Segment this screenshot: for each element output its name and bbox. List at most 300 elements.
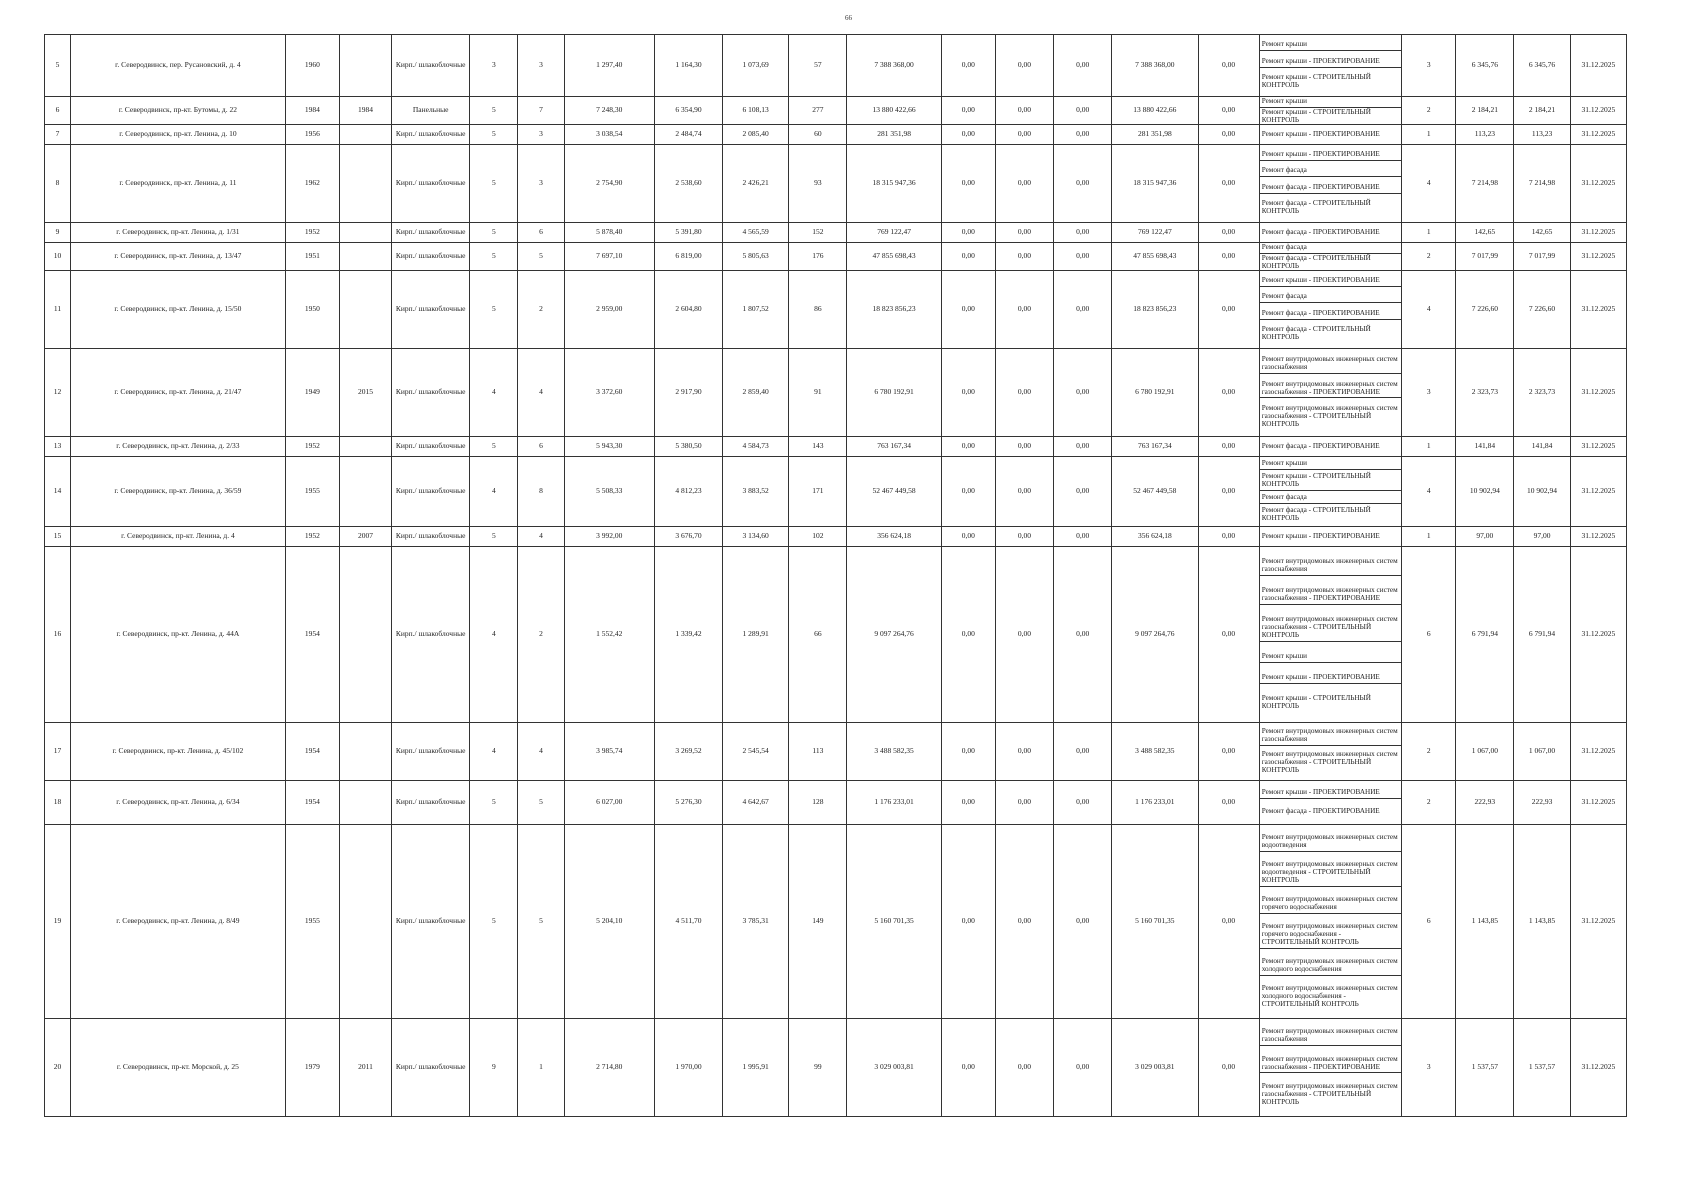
cell-unit-cost-limit: 97,00: [1514, 527, 1570, 547]
cell-area-total: 1 552,42: [564, 547, 654, 723]
cell-fund-federal: 0,00: [941, 145, 995, 223]
cell-fund-other: 0,00: [1198, 781, 1259, 825]
cell-residents: 60: [789, 125, 847, 145]
table-row: [45, 457, 1627, 527]
cell-area-living: 3 676,70: [654, 527, 722, 547]
cell-entrances: 4: [518, 723, 564, 781]
cell-row-number: 5: [45, 35, 71, 97]
table-row: [45, 437, 1627, 457]
cell-address: г. Северодвинск, пер. Русановский, д. 4: [71, 35, 286, 97]
cell-year-built: 1954: [285, 781, 339, 825]
cell-fund-local: 0,00: [1054, 271, 1112, 349]
cell-work-count: 3: [1402, 1019, 1456, 1117]
cell-deadline: 31.12.2025: [1570, 35, 1626, 97]
cell-area-total: 7 248,30: [564, 97, 654, 125]
cell-fund-other: 0,00: [1198, 825, 1259, 1019]
cell-year-renovated: [339, 243, 391, 271]
cell-fund-owners: 7 388 368,00: [1112, 35, 1198, 97]
cell-area-living-2: 3 134,60: [723, 527, 789, 547]
cell-year-built: 1954: [285, 723, 339, 781]
cell-address: г. Северодвинск, пр-кт. Ленина, д. 15/50: [71, 271, 286, 349]
cell-entrances: 4: [518, 527, 564, 547]
cell-fund-regional: 0,00: [995, 457, 1053, 527]
cell-area-total: 6 027,00: [564, 781, 654, 825]
cell-residents: 171: [789, 457, 847, 527]
cell-total-cost: 18 823 856,23: [847, 271, 941, 349]
cell-fund-owners: 6 780 192,91: [1112, 349, 1198, 437]
cell-fund-local: 0,00: [1054, 825, 1112, 1019]
cell-unit-cost-limit: 10 902,94: [1514, 457, 1570, 527]
cell-work-count: 1: [1402, 437, 1456, 457]
cell-fund-regional: 0,00: [995, 437, 1053, 457]
cell-wall-material: Кирп./ шлакоблочные: [392, 825, 470, 1019]
cell-total-cost: 763 167,34: [847, 437, 941, 457]
cell-residents: 113: [789, 723, 847, 781]
cell-wall-material: Кирп./ шлакоблочные: [392, 35, 470, 97]
cell-area-living: 4 511,70: [654, 825, 722, 1019]
work-item: Ремонт крыши: [1260, 459, 1401, 470]
cell-area-living-2: 3 883,52: [723, 457, 789, 527]
cell-floors: 5: [470, 271, 518, 349]
cell-area-living: 3 269,52: [654, 723, 722, 781]
cell-year-renovated: 2015: [339, 349, 391, 437]
work-item: Ремонт внутридомовых инженерных систем газоснабжения: [1260, 557, 1401, 576]
cell-address: г. Северодвинск, пр-кт. Ленина, д. 8/49: [71, 825, 286, 1019]
cell-deadline: 31.12.2025: [1570, 145, 1626, 223]
work-item: Ремонт крыши - ПРОЕКТИРОВАНИЕ: [1260, 788, 1401, 799]
cell-area-living-2: 1 807,52: [723, 271, 789, 349]
cell-works-list: [1259, 223, 1401, 243]
cell-address: г. Северодвинск, пр-кт. Ленина, д. 44А: [71, 547, 286, 723]
cell-area-living: 4 812,23: [654, 457, 722, 527]
cell-fund-federal: 0,00: [941, 825, 995, 1019]
work-item: Ремонт фасада - ПРОЕКТИРОВАНИЕ: [1261, 806, 1380, 815]
work-item: Ремонт крыши: [1260, 40, 1401, 51]
cell-area-total: 3 985,74: [564, 723, 654, 781]
cell-total-cost: 18 315 947,36: [847, 145, 941, 223]
cell-area-total: 5 204,10: [564, 825, 654, 1019]
work-item: Ремонт внутридомовых инженерных систем водоотведения - СТРОИТЕЛЬНЫЙ КОНТРОЛЬ: [1260, 860, 1401, 887]
cell-unit-cost-limit: 7 017,99: [1514, 243, 1570, 271]
cell-area-total: 3 992,00: [564, 527, 654, 547]
cell-unit-cost: 6 345,76: [1456, 35, 1514, 97]
cell-year-built: 1952: [285, 437, 339, 457]
work-item: Ремонт крыши - СТРОИТЕЛЬНЫЙ КОНТРОЛЬ: [1260, 472, 1401, 491]
cell-residents: 277: [789, 97, 847, 125]
cell-works-list: [1259, 547, 1401, 723]
cell-fund-federal: 0,00: [941, 723, 995, 781]
cell-address: г. Северодвинск, пр-кт. Морской, д. 25: [71, 1019, 286, 1117]
cell-entrances: 2: [518, 547, 564, 723]
cell-row-number: 20: [45, 1019, 71, 1117]
cell-residents: 102: [789, 527, 847, 547]
cell-floors: 5: [470, 825, 518, 1019]
cell-area-living-2: 1 289,91: [723, 547, 789, 723]
table-row: [45, 223, 1627, 243]
cell-works-list: [1259, 35, 1401, 97]
work-item: Ремонт фасада - ПРОЕКТИРОВАНИЕ: [1261, 441, 1380, 450]
work-item: Ремонт крыши - СТРОИТЕЛЬНЫЙ КОНТРОЛЬ: [1261, 107, 1371, 124]
cell-works-list: [1259, 243, 1401, 271]
cell-fund-owners: 281 351,98: [1112, 125, 1198, 145]
cell-unit-cost: 7 226,60: [1456, 271, 1514, 349]
cell-residents: 152: [789, 223, 847, 243]
cell-fund-regional: 0,00: [995, 243, 1053, 271]
cell-row-number: 15: [45, 527, 71, 547]
cell-deadline: 31.12.2025: [1570, 781, 1626, 825]
work-item: Ремонт внутридомовых инженерных систем газоснабжения - СТРОИТЕЛЬНЫЙ КОНТРОЛЬ: [1260, 615, 1401, 642]
cell-area-total: 5 878,40: [564, 223, 654, 243]
cell-fund-federal: 0,00: [941, 271, 995, 349]
cell-fund-federal: 0,00: [941, 781, 995, 825]
work-item: Ремонт крыши - ПРОЕКТИРОВАНИЕ: [1260, 150, 1401, 161]
cell-address: г. Северодвинск, пр-кт. Ленина, д. 2/33: [71, 437, 286, 457]
cell-unit-cost: 142,65: [1456, 223, 1514, 243]
cell-fund-local: 0,00: [1054, 527, 1112, 547]
cell-fund-regional: 0,00: [995, 349, 1053, 437]
cell-total-cost: 9 097 264,76: [847, 547, 941, 723]
cell-deadline: 31.12.2025: [1570, 1019, 1626, 1117]
cell-fund-local: 0,00: [1054, 35, 1112, 97]
cell-year-built: 1962: [285, 145, 339, 223]
cell-entrances: 3: [518, 145, 564, 223]
cell-unit-cost: 113,23: [1456, 125, 1514, 145]
cell-fund-other: 0,00: [1198, 271, 1259, 349]
cell-deadline: 31.12.2025: [1570, 125, 1626, 145]
cell-fund-regional: 0,00: [995, 781, 1053, 825]
cell-unit-cost: 6 791,94: [1456, 547, 1514, 723]
work-item: Ремонт крыши - ПРОЕКТИРОВАНИЕ: [1261, 531, 1380, 540]
table-row: [45, 1019, 1627, 1117]
cell-fund-owners: 9 097 264,76: [1112, 547, 1198, 723]
cell-total-cost: 7 388 368,00: [847, 35, 941, 97]
cell-year-built: 1955: [285, 825, 339, 1019]
cell-unit-cost: 141,84: [1456, 437, 1514, 457]
cell-deadline: 31.12.2025: [1570, 243, 1626, 271]
cell-fund-owners: 3 488 582,35: [1112, 723, 1198, 781]
cell-residents: 176: [789, 243, 847, 271]
cell-area-living: 2 917,90: [654, 349, 722, 437]
cell-address: г. Северодвинск, пр-кт. Ленина, д. 4: [71, 527, 286, 547]
cell-entrances: 5: [518, 781, 564, 825]
cell-deadline: 31.12.2025: [1570, 223, 1626, 243]
cell-year-renovated: 2011: [339, 1019, 391, 1117]
cell-area-living: 2 484,74: [654, 125, 722, 145]
cell-unit-cost: 10 902,94: [1456, 457, 1514, 527]
cell-total-cost: 6 780 192,91: [847, 349, 941, 437]
cell-year-renovated: 2007: [339, 527, 391, 547]
cell-deadline: 31.12.2025: [1570, 437, 1626, 457]
cell-wall-material: Кирп./ шлакоблочные: [392, 457, 470, 527]
cell-year-built: 1950: [285, 271, 339, 349]
cell-residents: 93: [789, 145, 847, 223]
cell-fund-owners: 5 160 701,35: [1112, 825, 1198, 1019]
cell-wall-material: Кирп./ шлакоблочные: [392, 223, 470, 243]
cell-fund-other: 0,00: [1198, 97, 1259, 125]
cell-fund-other: 0,00: [1198, 547, 1259, 723]
cell-fund-local: 0,00: [1054, 145, 1112, 223]
cell-area-living: 2 538,60: [654, 145, 722, 223]
cell-fund-local: 0,00: [1054, 97, 1112, 125]
cell-fund-other: 0,00: [1198, 349, 1259, 437]
cell-floors: 3: [470, 35, 518, 97]
cell-wall-material: Кирп./ шлакоблочные: [392, 243, 470, 271]
work-item: Ремонт крыши: [1260, 97, 1401, 108]
cell-total-cost: 3 029 003,81: [847, 1019, 941, 1117]
cell-entrances: 1: [518, 1019, 564, 1117]
cell-unit-cost-limit: 7 214,98: [1514, 145, 1570, 223]
cell-area-living-2: 2 085,40: [723, 125, 789, 145]
cell-deadline: 31.12.2025: [1570, 271, 1626, 349]
cell-entrances: 3: [518, 35, 564, 97]
cell-floors: 5: [470, 527, 518, 547]
cell-deadline: 31.12.2025: [1570, 723, 1626, 781]
cell-wall-material: Кирп./ шлакоблочные: [392, 145, 470, 223]
cell-floors: 5: [470, 145, 518, 223]
cell-total-cost: 52 467 449,58: [847, 457, 941, 527]
cell-fund-regional: 0,00: [995, 145, 1053, 223]
work-item: Ремонт внутридомовых инженерных систем газоснабжения: [1260, 1027, 1401, 1046]
cell-fund-regional: 0,00: [995, 125, 1053, 145]
cell-fund-regional: 0,00: [995, 97, 1053, 125]
cell-row-number: 8: [45, 145, 71, 223]
cell-floors: 4: [470, 349, 518, 437]
cell-row-number: 11: [45, 271, 71, 349]
cell-deadline: 31.12.2025: [1570, 97, 1626, 125]
cell-fund-regional: 0,00: [995, 271, 1053, 349]
cell-year-built: 1954: [285, 547, 339, 723]
cell-row-number: 13: [45, 437, 71, 457]
cell-total-cost: 13 880 422,66: [847, 97, 941, 125]
table-row: [45, 349, 1627, 437]
cell-fund-owners: 13 880 422,66: [1112, 97, 1198, 125]
cell-year-renovated: 1984: [339, 97, 391, 125]
cell-area-living: 5 276,30: [654, 781, 722, 825]
cell-address: г. Северодвинск, пр-кт. Ленина, д. 36/59: [71, 457, 286, 527]
cell-year-built: 1955: [285, 457, 339, 527]
cell-work-count: 2: [1402, 723, 1456, 781]
work-item: Ремонт крыши - ПРОЕКТИРОВАНИЕ: [1260, 57, 1401, 68]
cell-address: г. Северодвинск, пр-кт. Ленина, д. 11: [71, 145, 286, 223]
cell-fund-local: 0,00: [1054, 243, 1112, 271]
work-item: Ремонт фасада - СТРОИТЕЛЬНЫЙ КОНТРОЛЬ: [1261, 324, 1371, 341]
cell-floors: 5: [470, 223, 518, 243]
cell-year-renovated: [339, 825, 391, 1019]
cell-entrances: 5: [518, 825, 564, 1019]
cell-fund-regional: 0,00: [995, 223, 1053, 243]
cell-wall-material: Кирп./ шлакоблочные: [392, 125, 470, 145]
cell-floors: 4: [470, 457, 518, 527]
cell-work-count: 3: [1402, 349, 1456, 437]
cell-residents: 143: [789, 437, 847, 457]
cell-unit-cost: 7 017,99: [1456, 243, 1514, 271]
cell-unit-cost: 222,93: [1456, 781, 1514, 825]
cell-area-total: 2 714,80: [564, 1019, 654, 1117]
work-item: Ремонт фасада - ПРОЕКТИРОВАНИЕ: [1261, 227, 1380, 236]
work-item: Ремонт крыши - ПРОЕКТИРОВАНИЕ: [1260, 276, 1401, 287]
cell-fund-regional: 0,00: [995, 35, 1053, 97]
cell-entrances: 2: [518, 271, 564, 349]
cell-year-built: 1960: [285, 35, 339, 97]
cell-year-renovated: [339, 145, 391, 223]
work-item: Ремонт крыши - СТРОИТЕЛЬНЫЙ КОНТРОЛЬ: [1261, 72, 1371, 89]
cell-entrances: 7: [518, 97, 564, 125]
cell-area-living: 5 391,80: [654, 223, 722, 243]
work-item: Ремонт внутридомовых инженерных систем газоснабжения - СТРОИТЕЛЬНЫЙ КОНТРОЛЬ: [1261, 1081, 1398, 1106]
cell-fund-owners: 3 029 003,81: [1112, 1019, 1198, 1117]
cell-row-number: 14: [45, 457, 71, 527]
cell-area-living-2: 3 785,31: [723, 825, 789, 1019]
work-item: Ремонт фасада: [1260, 243, 1401, 254]
cell-fund-other: 0,00: [1198, 223, 1259, 243]
cell-fund-federal: 0,00: [941, 97, 995, 125]
cell-unit-cost-limit: 113,23: [1514, 125, 1570, 145]
cell-fund-other: 0,00: [1198, 527, 1259, 547]
cell-area-living-2: 4 565,59: [723, 223, 789, 243]
cell-fund-other: 0,00: [1198, 243, 1259, 271]
cell-fund-federal: 0,00: [941, 527, 995, 547]
cell-area-total: 3 038,54: [564, 125, 654, 145]
cell-total-cost: 769 122,47: [847, 223, 941, 243]
cell-fund-owners: 18 823 856,23: [1112, 271, 1198, 349]
table-row: [45, 547, 1627, 723]
work-item: Ремонт фасада: [1260, 493, 1401, 504]
cell-unit-cost-limit: 141,84: [1514, 437, 1570, 457]
cell-works-list: [1259, 145, 1401, 223]
cell-fund-other: 0,00: [1198, 145, 1259, 223]
table-row: [45, 35, 1627, 97]
cell-unit-cost: 1 537,57: [1456, 1019, 1514, 1117]
cell-area-total: 2 754,90: [564, 145, 654, 223]
cell-year-built: 1949: [285, 349, 339, 437]
work-item: Ремонт внутридомовых инженерных систем газоснабжения - СТРОИТЕЛЬНЫЙ КОНТРОЛЬ: [1261, 404, 1398, 429]
cell-deadline: 31.12.2025: [1570, 825, 1626, 1019]
cell-floors: 4: [470, 547, 518, 723]
work-item: Ремонт внутридомовых инженерных систем горячего водоснабжения: [1260, 895, 1401, 914]
cell-address: г. Северодвинск, пр-кт. Ленина, д. 13/47: [71, 243, 286, 271]
cell-fund-federal: 0,00: [941, 349, 995, 437]
cell-year-renovated: [339, 223, 391, 243]
cell-address: г. Северодвинск, пр-кт. Ленина, д. 6/34: [71, 781, 286, 825]
cell-residents: 91: [789, 349, 847, 437]
cell-unit-cost: 97,00: [1456, 527, 1514, 547]
cell-residents: 128: [789, 781, 847, 825]
cell-fund-federal: 0,00: [941, 1019, 995, 1117]
cell-year-built: 1952: [285, 223, 339, 243]
cell-fund-other: 0,00: [1198, 437, 1259, 457]
cell-unit-cost-limit: 1 537,57: [1514, 1019, 1570, 1117]
cell-fund-federal: 0,00: [941, 125, 995, 145]
work-item: Ремонт внутридомовых инженерных систем газоснабжения: [1260, 727, 1401, 746]
work-item: Ремонт крыши: [1260, 652, 1401, 663]
table-row: [45, 243, 1627, 271]
cell-fund-federal: 0,00: [941, 457, 995, 527]
cell-fund-local: 0,00: [1054, 349, 1112, 437]
cell-total-cost: 356 624,18: [847, 527, 941, 547]
cell-fund-regional: 0,00: [995, 1019, 1053, 1117]
work-item: Ремонт фасада - ПРОЕКТИРОВАНИЕ: [1260, 183, 1401, 194]
cell-row-number: 16: [45, 547, 71, 723]
cell-deadline: 31.12.2025: [1570, 527, 1626, 547]
cell-entrances: 3: [518, 125, 564, 145]
cell-fund-regional: 0,00: [995, 825, 1053, 1019]
cell-fund-owners: 769 122,47: [1112, 223, 1198, 243]
cell-row-number: 18: [45, 781, 71, 825]
cell-fund-federal: 0,00: [941, 243, 995, 271]
cell-area-living-2: 5 805,63: [723, 243, 789, 271]
cell-area-living-2: 4 642,67: [723, 781, 789, 825]
cell-address: г. Северодвинск, пр-кт. Бутомы, д. 22: [71, 97, 286, 125]
cell-deadline: 31.12.2025: [1570, 457, 1626, 527]
cell-year-renovated: [339, 35, 391, 97]
cell-year-built: 1951: [285, 243, 339, 271]
cell-work-count: 2: [1402, 243, 1456, 271]
cell-fund-other: 0,00: [1198, 1019, 1259, 1117]
cell-address: г. Северодвинск, пр-кт. Ленина, д. 1/31: [71, 223, 286, 243]
cell-year-renovated: [339, 781, 391, 825]
cell-area-living-2: 2 859,40: [723, 349, 789, 437]
cell-unit-cost: 1 143,85: [1456, 825, 1514, 1019]
cell-residents: 86: [789, 271, 847, 349]
cell-fund-federal: 0,00: [941, 35, 995, 97]
cell-floors: 4: [470, 723, 518, 781]
cell-address: г. Северодвинск, пр-кт. Ленина, д. 10: [71, 125, 286, 145]
table-row: [45, 145, 1627, 223]
cell-wall-material: Кирп./ шлакоблочные: [392, 547, 470, 723]
cell-work-count: 4: [1402, 271, 1456, 349]
cell-area-living-2: 2 426,21: [723, 145, 789, 223]
work-item: Ремонт внутридомовых инженерных систем холодного водоснабжения - СТРОИТЕЛЬНЫЙ КОНТРОЛЬ: [1261, 984, 1398, 1008]
work-item: Ремонт внутридомовых инженерных систем газоснабжения - ПРОЕКТИРОВАНИЕ: [1260, 380, 1401, 399]
cell-fund-owners: 1 176 233,01: [1112, 781, 1198, 825]
cell-unit-cost: 7 214,98: [1456, 145, 1514, 223]
cell-fund-owners: 52 467 449,58: [1112, 457, 1198, 527]
cell-fund-other: 0,00: [1198, 457, 1259, 527]
cell-year-built: 1956: [285, 125, 339, 145]
work-item: Ремонт внутридомовых инженерных систем газоснабжения - ПРОЕКТИРОВАНИЕ: [1260, 586, 1401, 605]
cell-wall-material: Панельные: [392, 97, 470, 125]
cell-row-number: 7: [45, 125, 71, 145]
cell-works-list: [1259, 825, 1401, 1019]
work-item: Ремонт крыши - СТРОИТЕЛЬНЫЙ КОНТРОЛЬ: [1261, 693, 1371, 710]
cell-wall-material: Кирп./ шлакоблочные: [392, 527, 470, 547]
cell-works-list: [1259, 271, 1401, 349]
cell-total-cost: 5 160 701,35: [847, 825, 941, 1019]
cell-area-living-2: 4 584,73: [723, 437, 789, 457]
cell-area-living: 1 339,42: [654, 547, 722, 723]
cell-entrances: 8: [518, 457, 564, 527]
cell-area-total: 1 297,40: [564, 35, 654, 97]
work-item: Ремонт внутридомовых инженерных систем газоснабжения - СТРОИТЕЛЬНЫЙ КОНТРОЛЬ: [1261, 750, 1398, 774]
cell-area-living: 1 164,30: [654, 35, 722, 97]
cell-unit-cost-limit: 2 184,21: [1514, 97, 1570, 125]
cell-work-count: 2: [1402, 781, 1456, 825]
cell-fund-federal: 0,00: [941, 223, 995, 243]
cell-unit-cost-limit: 2 323,73: [1514, 349, 1570, 437]
cell-residents: 149: [789, 825, 847, 1019]
page-number: 66: [845, 14, 852, 22]
table-row: [45, 781, 1627, 825]
work-item: Ремонт фасада: [1260, 292, 1401, 303]
cell-residents: 66: [789, 547, 847, 723]
work-item: Ремонт фасада - СТРОИТЕЛЬНЫЙ КОНТРОЛЬ: [1261, 198, 1371, 215]
cell-floors: 5: [470, 243, 518, 271]
cell-fund-federal: 0,00: [941, 437, 995, 457]
cell-area-living: 5 380,50: [654, 437, 722, 457]
cell-floors: 5: [470, 437, 518, 457]
cell-fund-other: 0,00: [1198, 125, 1259, 145]
cell-fund-owners: 47 855 698,43: [1112, 243, 1198, 271]
